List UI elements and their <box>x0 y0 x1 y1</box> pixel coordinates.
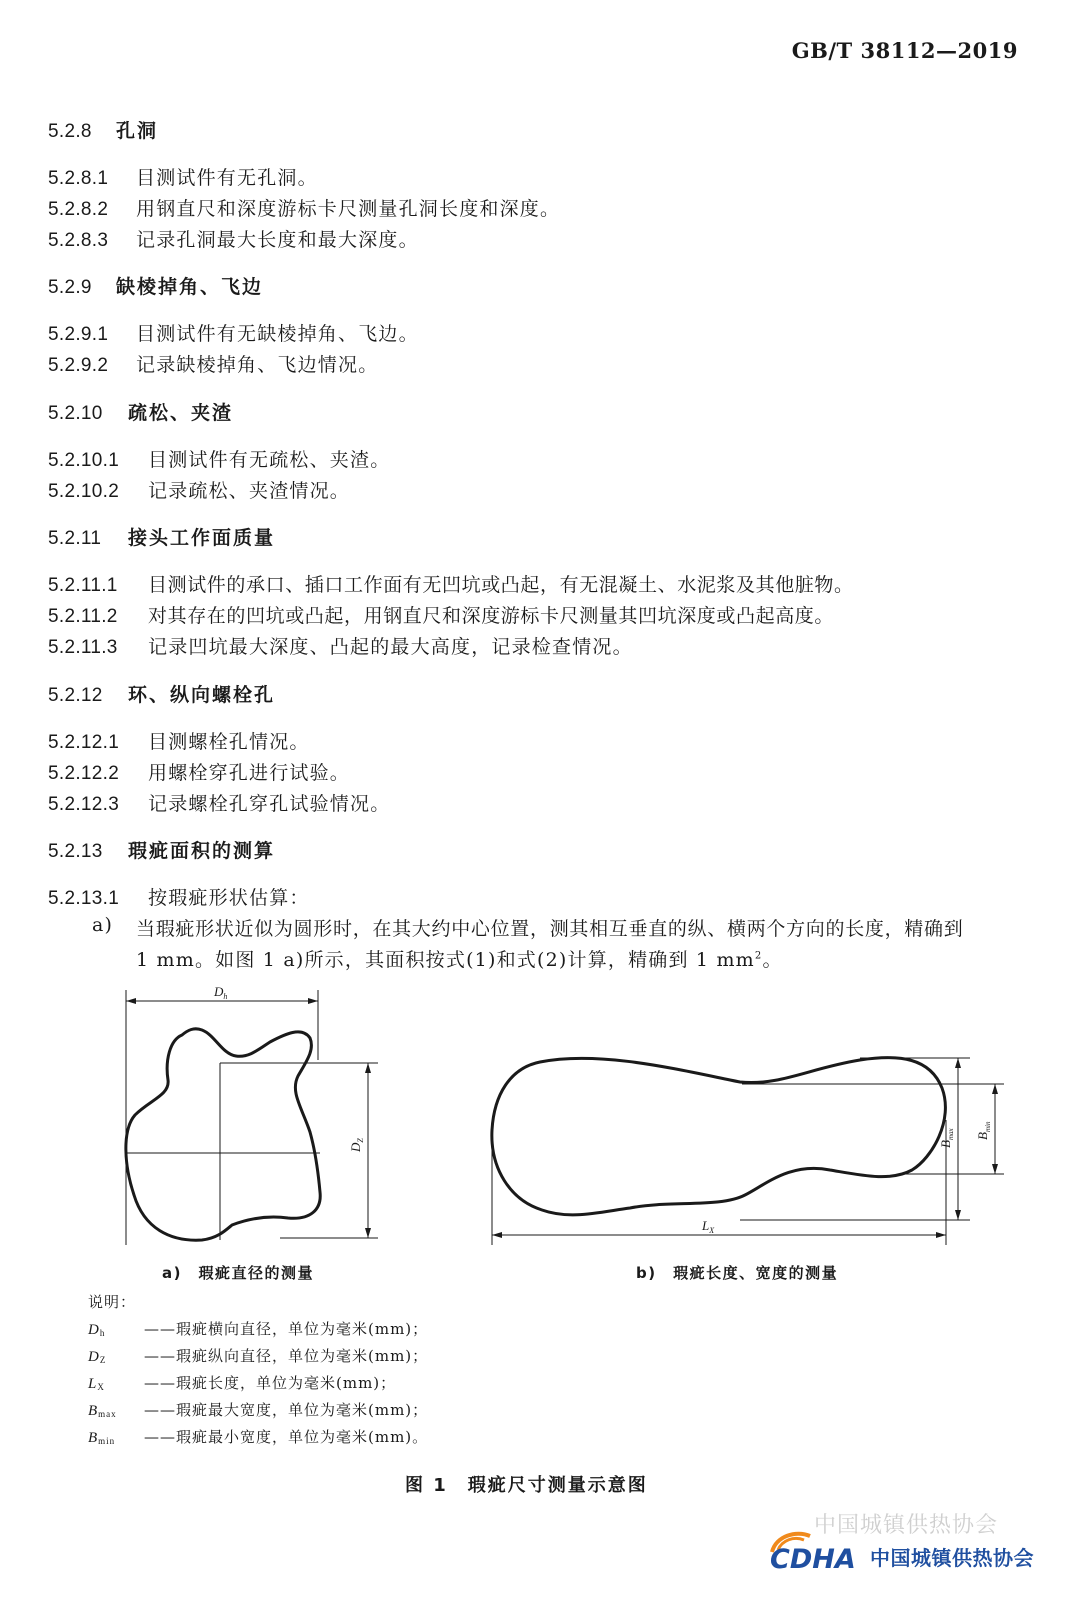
legend-symbol: $B_{min}$ <box>88 1430 116 1446</box>
cdha-logo <box>766 1528 1066 1574</box>
arrowhead <box>492 1232 502 1238</box>
label-dh: $D_h$ <box>214 984 228 1001</box>
clause-number: 5.2.13.1 <box>48 888 120 909</box>
clause-number: 5.2.12.2 <box>48 763 120 784</box>
flaw-shape <box>492 1058 946 1215</box>
clause-number: 5.2.11.1 <box>48 575 118 596</box>
section-heading-5-2-9 <box>48 272 263 299</box>
arrowhead <box>992 1084 998 1094</box>
clause-number: 5.2.12.1 <box>48 732 120 753</box>
legend-item <box>88 1318 428 1339</box>
section-title: 缺棱掉角、飞边 <box>116 276 264 298</box>
subcaption-a <box>162 1262 314 1283</box>
section-number: 5.2.13 <box>48 841 103 862</box>
clause-5-2-8-3 <box>48 225 419 252</box>
label-dz: $D_Z$ <box>348 1138 365 1152</box>
clause-number: 5.2.8.1 <box>48 168 109 189</box>
clause-number: 5.2.11.2 <box>48 606 118 627</box>
clause-text: 目测试件有无缺棱掉角、飞边。 <box>136 323 419 345</box>
legend-item <box>88 1372 396 1393</box>
section-number: 5.2.12 <box>48 685 103 706</box>
clause-text: 用钢直尺和深度游标卡尺测量孔洞长度和深度。 <box>136 198 561 220</box>
section-heading-5-2-11 <box>48 523 275 550</box>
subcaption-label: a) <box>162 1264 182 1282</box>
clause-5-2-13-1 <box>48 883 310 910</box>
clause-number: 5.2.11.3 <box>48 637 118 658</box>
section-number: 5.2.8 <box>48 121 92 142</box>
legend-desc: ——瑕疵最大宽度，单位为毫米(mm)； <box>144 1401 429 1419</box>
arrowhead <box>955 1210 961 1220</box>
arrowhead <box>992 1164 998 1174</box>
label-bmin: $B_{min}$ <box>975 1121 992 1140</box>
figure-caption: 图 1 瑕疵尺寸测量示意图 <box>405 1475 648 1496</box>
clause-number: 5.2.8.3 <box>48 230 109 251</box>
clause-number: 5.2.10.2 <box>48 481 120 502</box>
clause-text: 记录螺栓孔穿孔试验情况。 <box>148 793 391 815</box>
section-number: 5.2.11 <box>48 528 102 549</box>
clause-number: 5.2.12.3 <box>48 794 120 815</box>
arrowhead <box>955 1058 961 1068</box>
clause-text: 记录缺棱掉角、飞边情况。 <box>136 354 379 376</box>
legend-item <box>88 1399 428 1420</box>
section-heading-5-2-12 <box>48 680 275 707</box>
watermark-ghost-text: 中国城镇供热协会 <box>814 1513 999 1538</box>
legend-item <box>88 1426 428 1447</box>
clause-text: 记录凹坑最大深度、凸起的最大高度，记录检查情况。 <box>148 636 633 658</box>
legend-title: 说明： <box>88 1293 137 1311</box>
clause-5-2-12-1 <box>48 727 310 754</box>
section-title: 接头工作面质量 <box>128 527 276 549</box>
legend-symbol: $D_Z$ <box>88 1349 107 1365</box>
arrowhead <box>308 998 318 1004</box>
flaw-shape <box>126 1029 320 1240</box>
legend-symbol: $B_{max}$ <box>88 1403 117 1419</box>
legend-desc: ——瑕疵长度，单位为毫米(mm)； <box>144 1374 397 1392</box>
clause-text: 对其存在的凹坑或凸起，用钢直尺和深度游标卡尺测量其凹坑深度或凸起高度。 <box>148 605 835 627</box>
figure-b-diagram <box>480 1040 1010 1250</box>
clause-text: 按瑕疵形状估算： <box>148 887 310 909</box>
clause-5-2-10-2 <box>48 476 350 503</box>
cdha-logo-icon <box>766 1528 876 1574</box>
svg-text:CDHA: CDHA <box>770 1544 856 1574</box>
clause-5-2-12-2 <box>48 758 350 785</box>
label-bmax: $B_{max}$ <box>938 1128 955 1148</box>
arrowhead <box>365 1228 371 1238</box>
section-heading-5-2-13 <box>48 836 275 863</box>
clause-number: 5.2.10.1 <box>48 450 120 471</box>
clause-5-2-11-3 <box>48 632 633 659</box>
legend-desc: ——瑕疵纵向直径，单位为毫米(mm)； <box>144 1347 429 1365</box>
clause-5-2-11-2 <box>48 601 834 628</box>
superscript: 2 <box>754 950 763 962</box>
arrowhead <box>936 1232 946 1238</box>
label-lx: $L_X$ <box>702 1218 715 1235</box>
logo-org-name: 中国城镇供热协会 <box>870 1546 1034 1570</box>
clause-text: 目测螺栓孔情况。 <box>148 731 310 753</box>
legend-symbol: $L_X$ <box>88 1376 105 1392</box>
clause-5-2-12-3 <box>48 789 390 816</box>
section-heading-5-2-8 <box>48 116 158 143</box>
legend-desc: ——瑕疵横向直径，单位为毫米(mm)； <box>144 1320 429 1338</box>
section-number: 5.2.10 <box>48 403 103 424</box>
item-a-line-2 <box>136 945 783 972</box>
section-title: 疏松、夹渣 <box>128 402 234 424</box>
clause-5-2-8-2 <box>48 194 560 221</box>
section-heading-5-2-10 <box>48 398 233 425</box>
subcaption-text: 瑕疵直径的测量 <box>198 1264 315 1282</box>
arrowhead <box>126 998 136 1004</box>
list-marker-a: a) <box>92 914 114 936</box>
clause-5-2-11-1 <box>48 570 854 597</box>
legend-desc: ——瑕疵最小宽度，单位为毫米(mm)。 <box>144 1428 429 1446</box>
clause-number: 5.2.9.2 <box>48 355 109 376</box>
clause-5-2-8-1 <box>48 163 318 190</box>
clause-text: 用螺栓穿孔进行试验。 <box>148 762 351 784</box>
item-a-text: 1 mm。如图 1 a)所示，其面积按式(1)和式(2)计算，精确到 1 mm <box>136 949 755 971</box>
clause-5-2-9-2 <box>48 350 378 377</box>
section-title: 孔洞 <box>116 120 159 142</box>
item-a-line-1: 当瑕疵形状近似为圆形时，在其大约中心位置，测其相互垂直的纵、横两个方向的长度，精确到 <box>136 918 964 940</box>
section-title: 环、纵向螺栓孔 <box>128 684 276 706</box>
clause-text: 记录孔洞最大长度和最大深度。 <box>136 229 419 251</box>
subcaption-label: b) <box>636 1264 657 1282</box>
item-a-end: 。 <box>762 949 783 971</box>
section-title: 瑕疵面积的测算 <box>128 840 276 862</box>
legend-item <box>88 1345 428 1366</box>
section-number: 5.2.9 <box>48 277 92 298</box>
legend-symbol: $D_h$ <box>88 1322 106 1338</box>
standard-number: GB/T 38112—2019 <box>791 38 1018 63</box>
subcaption-text: 瑕疵长度、宽度的测量 <box>673 1264 839 1282</box>
figure-a-diagram <box>110 980 400 1250</box>
clause-number: 5.2.8.2 <box>48 199 109 220</box>
clause-text: 目测试件有无疏松、夹渣。 <box>148 449 391 471</box>
arrowhead <box>365 1063 371 1073</box>
clause-5-2-10-1 <box>48 445 390 472</box>
clause-text: 目测试件的承口、插口工作面有无凹坑或凸起，有无混凝土、水泥浆及其他脏物。 <box>148 574 854 596</box>
clause-number: 5.2.9.1 <box>48 324 109 345</box>
clause-text: 记录疏松、夹渣情况。 <box>148 480 351 502</box>
subcaption-b <box>636 1262 838 1283</box>
clause-text: 目测试件有无孔洞。 <box>136 167 318 189</box>
clause-5-2-9-1 <box>48 319 419 346</box>
